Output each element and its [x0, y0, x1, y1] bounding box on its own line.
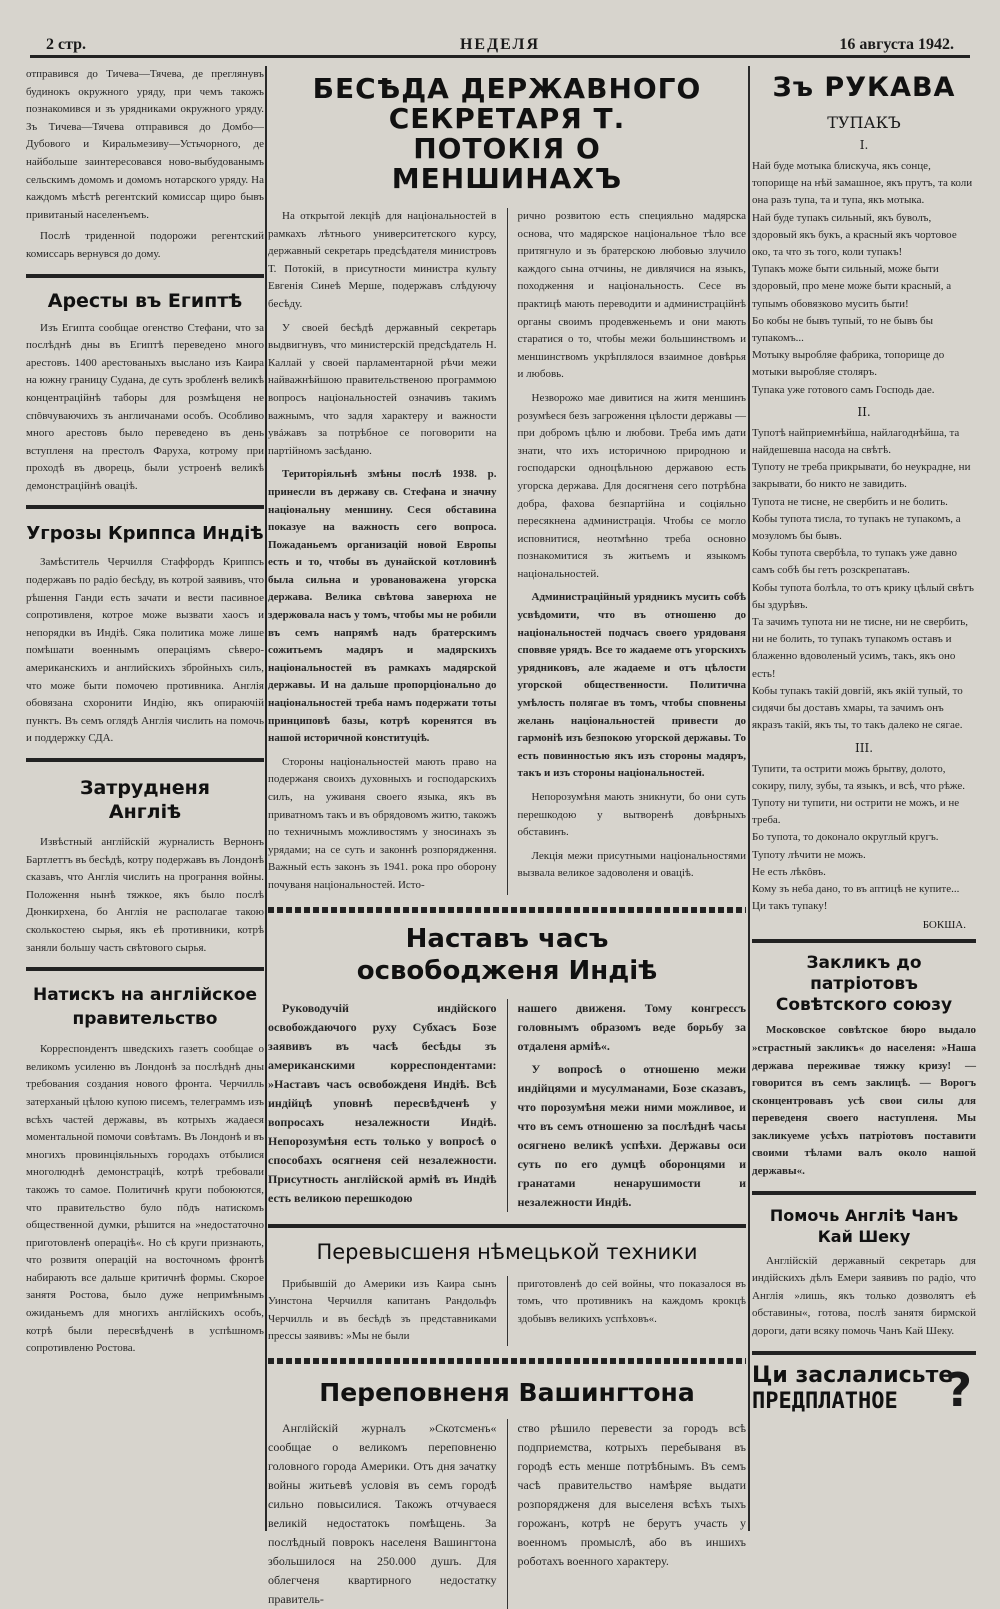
potokiy-paragraph: Територіяльнѣ змѣны послѣ 1938. р. принесли въ державу св. Стефана и значну національну меншину. Сеся обставина показуе на важность сего вопроса. Пожаданьемъ организацій новой Европы есть и то, чтобы въ дунайской котловинѣ была сильна и уровановажена угорска держава. Велика свѣтова заверюха не здержовала насъ у томъ, чтобы мы не робили въ семъ напрямѣ надъ братерскимъ сожитьемъ мадяръ и мадярскихъ національностей въ рамкахъ мадярской державы. И на дальше пропорціонально до національностей треба намъ подержати тоты принциповѣ базы, котрѣ коренятся въ нашой историчной конституціѣ.	[268, 468, 497, 745]
article-title-potokiy: БЕСѢДА ДЕРЖАВНОГО СЕКРЕТАРЯ Т. ПОТОКІЯ О МЕНШИНАХЪ	[312, 72, 702, 195]
potokiy-paragraph: Лекція межи присутными національностями вызвала великое задоволеня и оваціѣ.	[517, 849, 746, 880]
technology-paragraph: приготовленѣ до сей войны, что показалося въ томъ, что противникъ на каждомъ крокцѣ здобывъ великихъ успѣховъ«.	[517, 1277, 746, 1325]
part-number: I.	[859, 138, 869, 152]
article-title-chiang: Помочь Англіѣ Чанъ Кай Шеку	[769, 1205, 959, 1246]
article-technology-columns	[268, 1276, 746, 1346]
section-divider	[752, 1191, 976, 1195]
article-potokiy-col2	[518, 208, 747, 895]
column-separator	[507, 208, 508, 895]
article-washington-col2	[518, 1419, 747, 1609]
poem-line: Кобы тупота свербѣла, то тупакъ уже давно самъ собѣ бы гетъ розскрепатавъ.	[752, 547, 957, 577]
page-number: 2 стр.	[46, 36, 87, 53]
column-rule-left	[265, 66, 267, 1531]
poem-line: Ци такъ тупаку!	[752, 900, 828, 913]
section-divider	[268, 1358, 746, 1364]
poem-line: Тупотѣ найприемнѣйша, найлагоднѣйша, та найдешевша насода на свѣтѣ.	[752, 426, 960, 457]
ad-line-2: ПРЕДПЛАТНОЕ	[752, 1388, 898, 1414]
article-potokiy-col1	[268, 208, 497, 895]
article-title-egypt: Аресты въ Египтѣ	[47, 289, 243, 312]
section-divider	[268, 1224, 746, 1228]
poem-line: Най буде тупакъ сильный, якъ буволъ, здоровый якъ букъ, а красный якъ чортовое око, та что зъ того, коли тупакъ!	[752, 211, 957, 259]
poem-line: Бо кобы не бывъ тупый, то не бывъ бы тупакомъ...	[752, 314, 934, 345]
section-divider	[26, 505, 264, 509]
article-india-col1	[268, 999, 497, 1212]
article-title-technology: Перевысшеня нѣмецькой техники	[316, 1239, 698, 1264]
poem-line: Не есть лѣкôвъ.	[752, 865, 826, 878]
poem-line: Кобы тупакъ такій довгій, якъ якій тупый, то сидячи бы доставъ хмары, та зачимъ онъ якразъ такій, якъ ты, то такъ далеко не сягае.	[752, 684, 963, 732]
author-signature: БОКША.	[922, 919, 966, 932]
poem-line: Тупоту не треба прикрывати, бо неукрадне, ни закрывати, бо никто не завидить.	[752, 461, 971, 491]
article-india-col2	[518, 999, 747, 1212]
section-divider	[26, 758, 264, 762]
section-divider	[26, 967, 264, 971]
article-title-washington: Переповненя Вашингтона	[319, 1377, 695, 1407]
column-separator	[507, 999, 508, 1212]
article-body-pressure: Корреспондентъ шведскихъ газетъ сообщае о великомъ усиленю въ Лондонѣ за послѣднѣ дны требования создания нового фронта. Черчилль затерханый цѣлою купою писемъ, телеграммъ изъ всѣхъ частей державы, въ котрыхъ жадаеся моментальной помочи совѣтамъ. Въ Лондонѣ и въ многихъ провинціяльныхъ городахъ отбылися многолюднѣ демонстраціѣ, котрѣ требовали такожъ то самое. Политичнѣ круги побоюются, что правительство було пôдъ натискомъ общественной думки, рѣшится на »недостаточно приготовленѣ операціѣ«. Но сѣ круги признають, что розвитя операцій на восточномъ фронтѣ набирають все дальше критичнѣ формы. Скорое занятя Ростова, было дуже непримѣнымъ ожиданьемъ для многихъ англійскихъ особъ, котрѣ были пересвѣдченѣ в успѣшномъ сопротивленю Ростова.	[26, 1043, 264, 1355]
newspaper-title: НЕДЕЛЯ	[459, 36, 541, 53]
left-column	[26, 66, 264, 1526]
column-rule-right	[748, 66, 750, 1531]
middle-column	[268, 66, 746, 1606]
article-title-appeal: Закликъ до патріотовъ Совѣтского союзу	[775, 953, 953, 1016]
article-title-pressure: Натискъ на англійское правительство	[32, 985, 258, 1030]
article-washington-columns	[268, 1419, 746, 1609]
potokiy-paragraph: У своей бесѣдѣ державный секретарь выдвигнувъ, что министерскій предсѣдатель Н. Каллай у своей парламентарной рѣчи межи найважнѣйшою правительственою программою вопросъ національностей означивъ такимъ важнымъ, что задля характеру и важности увáжавъ за потрѣбное се поговорити на партійномъ засѣданю.	[268, 321, 497, 457]
column-separator	[507, 1276, 508, 1346]
part-number: II.	[857, 404, 871, 419]
feuilleton-poem	[752, 138, 976, 915]
masthead	[30, 34, 970, 58]
poem-line: Кому зъ неба дано, то въ аптицѣ не купите...	[752, 882, 960, 895]
india-paragraph: У вопросѣ о отношеню межи индійцями и мусулманами, Бозе сказавъ, что порозумѣня межи ними можливое, и что въ семъ отношеню за послѣднѣ часы осягнено великѣ успѣхи. Державы оси суть по его думцѣ оборонцями и гранатами ненарушимости и незалежности Индіѣ.	[517, 1061, 746, 1209]
section-divider	[752, 1351, 976, 1355]
ad-line-1: Ци заслалисьте	[752, 1362, 954, 1388]
poem-line: Най буде мотыка блискуча, якъ сонце, топорище на нѣй замашное, якъ прутъ, та коли она разъ тупа, та и тупа, якъ мотыка.	[752, 160, 973, 207]
article-body-cripps: Замѣститель Черчилля Стаффордъ Криппсъ подержавъ по радіо бесѣду, въ котрой заявивъ, что рѣшення Ганди есть зачати и вести пасивное сопротивленя, котрое може вызвати хаосъ и непорядки въ Индіѣ. Сяка политика може лише помѣшати военнымъ операціямъ сѣверо-американскихъ и английскихъ збройныхъ силъ, что може быти помочею противника. Англія обовязана схоронити Индію, якъ опираючій пунктъ. Въ семъ оглядѣ Англія числить на помочь и поддержку СДА.	[26, 556, 264, 745]
article-body-appeal: Московское совѣтское бюро выдало »страстный закликъ« до населеня: »Наша держава переживае тяжку кризу! — говорится въ семъ заклицѣ. — Ворогъ сконцентровавъ усѣ свои силы для переведеня своего наступленя. Мы закликуеме усѣхъ патріотовъ поставити своими тѣлами валъ около нашой державы«.	[752, 1024, 976, 1178]
article-body-chiang: Англійскій державный секретарь для индійскихъ дѣлъ Емери заявивъ по радіо, что Англія »лишь, якъ только дозволятъ еѣ обставины«, готова, послѣ занятя бирмской дороги, дати всяку помочь Чанъ Кай Шеку.	[752, 1254, 976, 1338]
poem-line: Тупоту ни тупити, ни острити не можъ, и не треба.	[752, 796, 960, 827]
section-divider	[752, 939, 976, 943]
potokiy-paragraph: На открытой лекціѣ для національностей в рамкахъ лѣтнього университетского курсу, державный секретарь предсѣдателя министровъ Т. Потокій, в присутности министра культу Евгенія Синеѣ Мерше, подержавъ слѣдуючу бесѣду.	[268, 210, 497, 310]
poem-line: Мотыку выробляе фабрика, топорище до мотыки выробляе столяръ.	[752, 349, 945, 379]
technology-paragraph: Прибывшій до Америки изъ Каира сынъ Уинстона Черчилля капитанъ Рандольфъ Черчилль и въ бесѣдѣ зъ представниками прессы заявивъ: »Мы не были	[268, 1277, 497, 1343]
potokiy-paragraph: рично розвитою есть специяльно мадярска основа, что мадярское національное тѣло все притягнуло и зъ братерскою любовью злучило каждого сына отчины, не дивлячися на языкъ, походження и національность. Сесе въ практицѣ мають переводити и администраційнѣ органы своимъ продевженьемъ и они мають старатися о то, чтобы межи большинствомъ и меншинствомъ укрѣплялося взаимное довѣрья и любовь.	[517, 210, 746, 381]
issue-date: 16 августа 1942.	[839, 36, 954, 53]
article-india-columns	[268, 999, 746, 1212]
washington-paragraph: Англійскій журналъ »Скотсменъ« сообщае о великомъ переповненю головного города Америки. Отъ дня зачатку войны житьевѣ условія въ семъ городѣ сильно повысилися. Такожъ отчуваеся великій недостатокъ помѣщень. За послѣдный поврокъ населеня Вашингтона збольшилося на 250.000 душъ. Для облегченя квартирного недостатку правитель-	[268, 1420, 497, 1606]
potokiy-paragraph: Администраційный урядникъ мусить собѣ усвѣдомити, что въ отношеню до національностей подчасъ своего урядованя споввяе урядъ. Все то жадаеме отъ угорскихъ урядниковъ, але жадаеме и отъ цѣлости угорской общественности. Политична умѣлость полягае въ томъ, чтобы сповнены желань національностей привести до гармоніѣ изъ безпокою угорской державы. То есть повинностью якъ изъ стороны мадяръ, такъ и изъ стороны національностей.	[517, 591, 746, 780]
potokiy-paragraph: Стороны національностей мають право на подержаня своихъ духовныхъ и господарскихъ силъ, на уживаня своего языка, якъ въ приватномъ такъ и въ обрядовомъ житю, такожъ по техничнымъ можливостямъ у зносинахъ зъ урядами; на се суть и законнѣ розпорядження. Важный есть законъ зъ 1941. рока про оборону почуваня національностей. Исто-	[268, 755, 497, 891]
article-washington-col1	[268, 1419, 497, 1609]
article-title-india: Наставъ часъ освободженя Индіѣ	[356, 923, 658, 986]
potokiy-paragraph: Незворожо мае дивитися на житя меншинъ розумѣеся безъ загроження цѣлости державы — при добромъ цѣлю и любови. Треба имъ дати знати, что ихъ историчною природною и господарски одноцѣльною державою есть угорска держава. Для досягненя сего потрѣбна добра, фахова безпартійна и соціяльно пересякнена администрація. Чтобы се могло исповнитися, неотмѣнно треба основно познакомитися зъ житьемъ и языкомъ національностей.	[517, 391, 746, 580]
poem-line: Бо тупота, то доконало округлый кругъ.	[752, 831, 939, 844]
section-divider	[26, 274, 264, 278]
feuilleton-subtitle: ТУПАКЪ	[827, 113, 901, 132]
feuilleton-title: Зъ РУКАВА	[772, 72, 956, 103]
poem-line: Та зачимъ тупота ни не тисне, ни не свербить, ни не болить, то тупакъ тупакомъ оставъ и блаженно вдоволеный усимъ, такъ, якъ оно есть!	[752, 616, 969, 680]
subscription-ad	[752, 1363, 976, 1423]
article-title-cripps: Угрозы Криппса Индіѣ	[26, 523, 264, 545]
article-body-england-difficulties: Извѣстный англійскій журналисть Вернонъ Бартлеттъ въ бесѣдѣ, котру подержавъ въ Лондонѣ сказавъ, что Англія числить на програння войны. Положення нынѣ тяжкое, якъ было послѣ Дюнкирхена, бо Англія не располагае такою сколькостею сырья, якъ еѣ противники, котрѣ заняли большу часть свѣтового сырья.	[26, 836, 264, 954]
article-title-england-difficulties: Затрудненя Англіѣ	[79, 777, 210, 823]
right-column	[752, 66, 976, 1536]
poem-line: Кобы тупота болѣла, то отъ крику цѣлый свѣтъ бы здурѣвъ.	[752, 581, 974, 611]
section-divider	[268, 907, 746, 913]
article-body-egypt: Изъ Египта сообщае огенство Стефани, что за послѣднѣ дны въ Египтѣ переведено много арестовъ. 1400 арестованыхъ выслано изъ Каира на южну границу Судана, де суть зробленѣ великѣ концентраційнѣ таборы для розмѣщеня не спôвчуваючихъ зъ англичанами особъ. Особливо много арестовъ было переведено въ день вступленя на престолъ Фаруха, котрому при проходѣ въ дворець, были устроенѣ великѣ демонстраційнѣ оваціѣ.	[26, 321, 264, 492]
poem-line: Тупота не тисне, не свербить и не болить.	[752, 495, 948, 508]
question-mark: ?	[945, 1362, 972, 1417]
poem-line: Тупити, та острити можъ брытву, долото, сокиру, пилу, зубы, та языкъ, и всѣ, что рѣже.	[752, 762, 966, 792]
washington-paragraph: ство рѣшило перевести за городъ всѣ подприемства, котрыхъ перебываня въ городѣ есть менше потрѣбнымъ. Въ семъ часѣ правительство намѣряе выдати розпорядженя для выселеня всѣхъ тыхъ горожанъ, котрѣ не берутъ участь у военномъ промыслѣ, або въ иншихъ роботахъ военного характеру.	[517, 1420, 746, 1568]
potokiy-paragraph: Непорозумѣня мають зникнути, бо они суть перешкодою у вытворенѣ довѣрныхъ обставинъ.	[517, 791, 746, 839]
column-separator	[507, 1419, 508, 1609]
poem-line: Тупакъ може быти сильный, може быти здоровый, про мене може быти красный, а тупымъ обовязково мусить быти!	[752, 263, 952, 310]
intro-paragraph-1: отправився до Тичева—Тячева, де преглянувъ будинокъ окружного уряду, при чемъ такожъ познакомився и зъ урядниками окружного уряду. Зъ Тичева—Тячева отправився до Домбо—Дубового и Киральмезиву—Устьчорного, де найбольше заинтересовався ново-выбудованымъ сельскимъ домомъ и домомъ нотарского уряду. На каждомъ мѣстѣ регентский комиссар щиро бывъ привитаный населенъемъ.	[26, 68, 264, 221]
poem-line: Тупоту лѣчити не можъ.	[752, 848, 866, 861]
article-technology-col2	[518, 1276, 747, 1346]
india-paragraph: Руководучій индійского освобождаючого руху Субхасъ Бозе заявивъ въ часѣ бесѣды зъ американскими корреспондентами: »Наставъ часъ освобожденя Индіѣ. Всѣ индійцѣ уповнѣ пересвѣдченѣ у вопросахъ незалежности Индіѣ. Непорозумѣня есть только у вопросѣ о способахъ осягненя сей незалежности. Присутность англійской арміѣ въ Индіѣ есть великою перешкодою	[268, 1000, 497, 1205]
article-technology-col1	[268, 1276, 497, 1346]
article-potokiy-columns	[268, 208, 746, 895]
india-paragraph: нашего движеня. Тому конгрессъ головнымъ образомъ веде борьбу за отдаленя арміѣ«.	[517, 1000, 746, 1053]
poem-line: Тупака уже готового самъ Господь дае.	[752, 383, 935, 396]
intro-paragraph-2: Послѣ триденной подорожи регентский комиссарь вернувся до дому.	[26, 230, 264, 260]
part-number: III.	[854, 740, 874, 755]
poem-line: Кобы тупота тисла, то тупакъ не тупакомъ, а мозуломъ бы бывъ.	[752, 512, 961, 543]
